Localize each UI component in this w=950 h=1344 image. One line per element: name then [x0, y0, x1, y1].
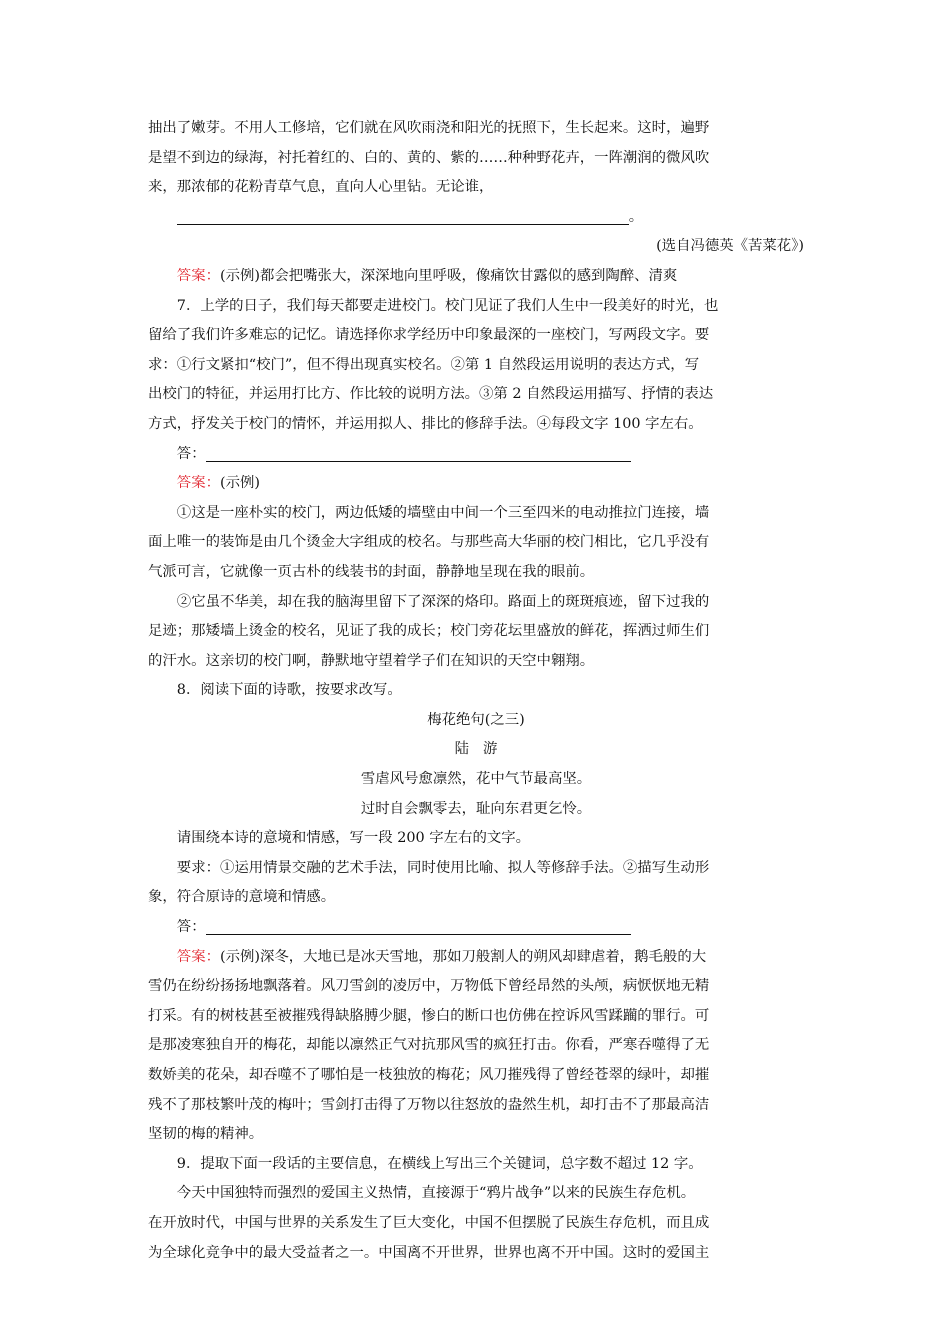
- poem-line: 雪虐风号愈凛然，花中气节最高坚。: [360, 771, 592, 788]
- fill-blank-line: [148, 203, 804, 233]
- poem-line: 过时自会飘零去，耻向东君更乞怜。: [360, 800, 592, 817]
- answer-text-line: 的汗水。这亲切的校门啊，静默地守望着学子们在知识的天空中翱翔。: [148, 652, 595, 669]
- text-line: 来，那浓郁的花粉青草气息，直向人心里钻。无论谁，: [148, 179, 494, 196]
- question-7-line: 方式，抒发关于校门的情怀，并运用拟人、排比的修辞手法。④每段文字 100 字左右。: [148, 415, 703, 432]
- passage-line: 今天中国独特而强烈的爱国主义热情，直接源于“鸦片战争”以来的民族生存危机。: [176, 1185, 696, 1202]
- answer-blank[interactable]: [206, 916, 631, 935]
- text-line: 是望不到边的绿海，衬托着红的、白的、黄的、紫的……种种野花卉，一阵潮润的微风吹: [148, 149, 710, 166]
- answer-prompt-line: [148, 440, 804, 470]
- answer-blank[interactable]: [177, 206, 629, 225]
- answer-text-line: 面上唯一的装饰是由几个烫金大字组成的校名。与那些高大华丽的校门相比，它几乎没有: [148, 534, 710, 551]
- answer-label: 答案：: [176, 948, 220, 965]
- answer-text-line: 坚韧的梅的精神。: [148, 1126, 264, 1143]
- answer-text: (示例)深冬，大地已是冰天雪地，那如刀般割人的朔风却肆虐着，鹅毛般的大: [219, 948, 707, 965]
- answer-prompt: 答：: [176, 445, 206, 462]
- question-7-line: 7．上学的日子，我们每天都要走进校门。校门见证了我们人生中一段美好的时光，也: [176, 297, 719, 314]
- passage-line: 在开放时代，中国与世界的关系发生了巨大变化，中国不但摆脱了民族生存危机，而且成: [148, 1214, 710, 1231]
- poem-title: 梅花绝句(之三): [427, 711, 525, 728]
- answer-line: [148, 262, 804, 292]
- question-8-requirement: 象，符合原诗的意境和情感。: [148, 889, 336, 906]
- answer-text-line: 数娇美的花朵，却吞噬不了哪怕是一枝独放的梅花；风刀摧残得了曾经苍翠的绿叶，却摧: [148, 1067, 710, 1083]
- question-8-task: 请围绕本诗的意境和情感，写一段 200 字左右的文字。: [176, 830, 531, 847]
- page-content: [148, 114, 804, 1268]
- answer-text-line: 气派可言，它就像一页古朴的线装书的封面，静静地呈现在我的眼前。: [148, 563, 595, 580]
- question-7-line: 求：①行文紧扣“校门”，但不得出现真实校名。②第 1 自然段运用说明的表达方式，写: [148, 356, 700, 373]
- answer-text-line: ②它虽不华美，却在我的脑海里留下了深深的烙印。路面上的斑斑痕迹，留下过我的: [176, 593, 710, 610]
- passage-line: 为全球化竞争中的最大受益者之一。中国离不开世界，世界也离不开中国。这时的爱国主: [148, 1244, 710, 1261]
- answer-text-line: 是那凌寒独自开的梅花，却能以凛然正气对抗那风雪的疯狂打击。你看，严寒吞噬得了无: [148, 1037, 710, 1054]
- question-7-line: 留给了我们许多难忘的记忆。请选择你求学经历中印象最深的一座校门，写两段文字。要: [148, 327, 710, 344]
- answer-prompt-line: [148, 913, 804, 943]
- question-8-intro: 8．阅读下面的诗歌，按要求改写。: [176, 682, 402, 699]
- answer-line: [148, 469, 804, 499]
- answer-text-line: ①这是一座朴实的校门，两边低矮的墙壁由中间一个三至四米的电动推拉门连接，墙: [176, 504, 710, 521]
- answer-text-line: 足迹；那矮墙上烫金的校名，见证了我的成长；校门旁花坛里盛放的鲜花，挥洒过师生们: [148, 623, 710, 640]
- blank-end-punctuation: 。: [628, 208, 644, 225]
- answer-line: [148, 943, 804, 973]
- poem-author: 陆 游: [454, 741, 498, 758]
- answer-text-line: 打采。有的树枝甚至被摧残得缺胳膊少腿，惨白的断口也仿佛在控诉风雪蹂躏的罪行。可: [148, 1007, 710, 1024]
- question-8-requirement: 要求：①运用情景交融的艺术手法，同时使用比喻、拟人等修辞手法。②描写生动形: [176, 859, 710, 876]
- answer-text-line: 雪仍在纷纷扬扬地飘落着。风刀雪剑的凌厉中，万物低下曾经昂然的头颅，病恹恹地无精: [148, 978, 710, 995]
- text-line: 抽出了嫩芽。不用人工修培，它们就在风吹雨浇和阳光的抚照下，生长起来。这时，遍野: [148, 120, 710, 136]
- question-7-line: 出校门的特征，并运用打比方、作比较的说明方法。③第 2 自然段运用描写、抒情的表达: [148, 386, 714, 403]
- answer-blank[interactable]: [206, 443, 631, 462]
- source-citation: (选自冯德英《苦菜花》): [656, 238, 804, 255]
- answer-label: 答案：: [176, 267, 220, 284]
- answer-label: 答案：: [176, 475, 220, 492]
- answer-text-line: 残不了那枝繁叶茂的梅叶；雪剑打击得了万物以往怒放的盎然生机，却打击不了那最高洁: [148, 1096, 710, 1113]
- answer-intro: (示例): [219, 475, 260, 492]
- question-9-intro: 9．提取下面一段话的主要信息，在横线上写出三个关键词，总字数不超过 12 字。: [176, 1155, 703, 1172]
- answer-prompt: 答：: [176, 919, 206, 936]
- answer-text: (示例)都会把嘴张大，深深地向里呼吸，像痛饮甘露似的感到陶醉、清爽: [219, 267, 678, 284]
